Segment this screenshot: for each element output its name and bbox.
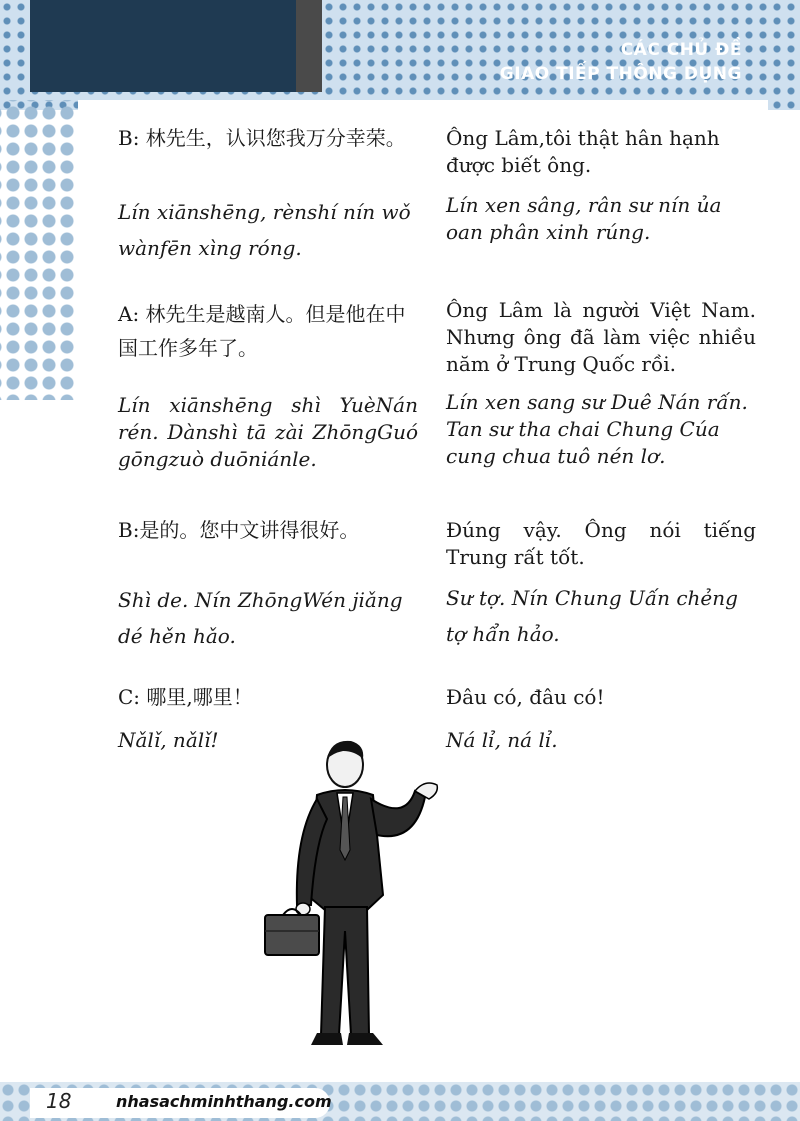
dialogue-1-pinyin: Lín xiānshēng, rènshí nín wǒ wànfēn xìng róng. [118, 200, 411, 260]
dialogue-3-phonetic: Sư tợ. Nín Chung Uấn chẻng tợ hẩn hảo. [446, 586, 738, 646]
dialogue-2-phonetic: Lín xen sang sư Duê Nán rấn. Tan sư tha chai Chung Cúa cung chua tuô nén lơ. [446, 390, 748, 468]
dialogue-4-phonetic: Ná lỉ, ná lỉ. [446, 728, 558, 752]
dialogue-3-pinyin: Shì de. Nín ZhōngWén jiǎng dé hěn hǎo. [118, 588, 403, 648]
dialogue-4-pinyin: Nǎlǐ, nǎlǐ! [118, 728, 219, 752]
chapter-title-line2: GIAO TIẾP THÔNG DỤNG [499, 64, 742, 84]
chapter-title-line1: CÁC CHỦ ĐỀ [620, 40, 742, 60]
dialogue-1-chinese: B: 林先生，认识您我万分幸荣。 [118, 126, 406, 150]
businessman-illustration [255, 735, 445, 1055]
dialogue-3-chinese: B:是的。您中文讲得很好。 [118, 518, 360, 542]
website-link[interactable]: nhasachminhthang.com [116, 1092, 332, 1111]
side-dot-pattern [0, 100, 80, 400]
dialogue-1-phonetic: Lín xen sâng, rân sư nín ủa oan phân xinh rúng. [446, 193, 722, 244]
dialogue-1-vietnamese: Ông Lâm,tôi thật hân hạnh được biết ông. [446, 126, 720, 177]
header-accent-strip [296, 0, 322, 92]
chapter-header [30, 0, 322, 92]
dialogue-4-vietnamese: Đâu có, đâu có! [446, 685, 605, 709]
dialogue-3-vietnamese: Đúng vậy. Ông nói tiếng Trung rất tốt. [446, 518, 756, 569]
page-number: 18 [46, 1089, 72, 1113]
dialogue-2-pinyin: Lín xiānshēng shì YuèNán rén. Dànshì tā zài ZhōngGuó gōngzuò duōniánle. [118, 393, 418, 471]
dialogue-4-chinese: C: 哪里,哪里！ [118, 685, 253, 709]
dialogue-2-chinese: A: 林先生是越南人。但是他在中国工作多年了。 [118, 302, 406, 360]
dialogue-2-vietnamese: Ông Lâm là người Việt Nam. Nhưng ông đã làm việc nhiều năm ở Trung Quốc rồi. [446, 298, 756, 376]
